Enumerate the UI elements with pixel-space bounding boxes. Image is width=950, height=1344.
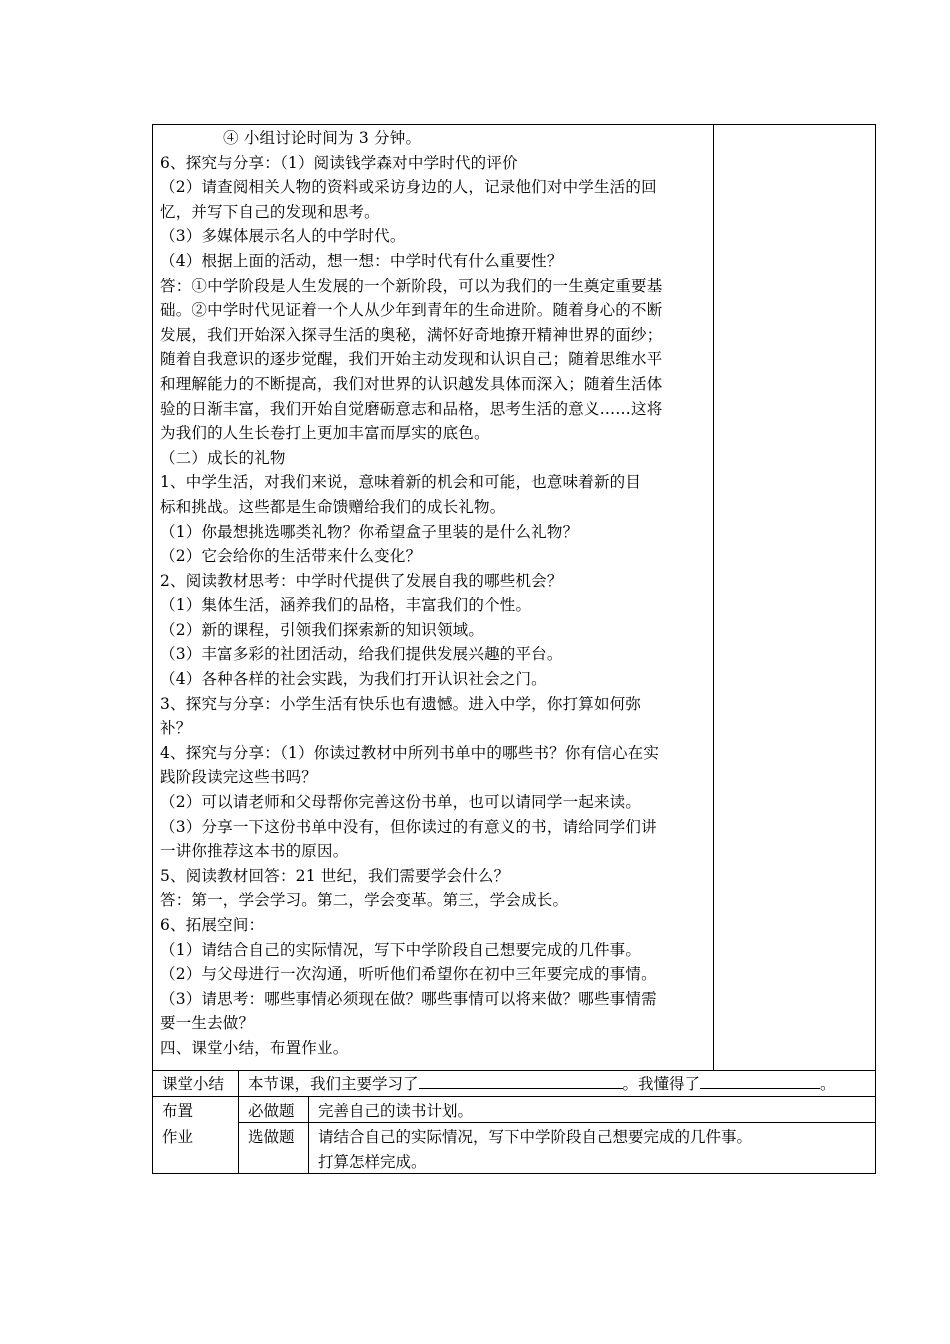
row-divider-summary — [152, 1070, 876, 1071]
homework-type-divider — [308, 1096, 309, 1174]
content-line: 践阶段读完这些书吗？ — [160, 768, 318, 787]
summary-text-part-b: 。我懂得了 — [622, 1075, 701, 1093]
content-line: 标和挑战。这些都是生命馈赠给我们的成长礼物。 — [160, 497, 506, 516]
summary-label: 课堂小结 — [162, 1075, 225, 1093]
summary-text-part-c: 。 — [820, 1075, 836, 1093]
content-line: （4）根据上面的活动，想一想：中学时代有什么重要性？ — [160, 251, 563, 270]
content-line: （3）丰富多彩的社团活动，给我们提供发展兴趣的平台。 — [160, 645, 563, 664]
content-line: 忆，并写下自己的发现和思考。 — [160, 202, 380, 221]
content-line: （2）可以请老师和父母帮你完善这份书单，也可以请同学一起来读。 — [160, 793, 642, 812]
content-line: 5、阅读教材回答：21 世纪，我们需要学会什么？ — [160, 866, 510, 885]
content-line: （1）集体生活，涵养我们的品格，丰富我们的个性。 — [160, 596, 532, 615]
summary-blank-1[interactable] — [419, 1072, 623, 1089]
content-line: 发展，我们开始深入探寻生活的奥秘，满怀好奇地撩开精神世界的面纱； — [160, 325, 663, 344]
content-line: （1）请结合自己的实际情况，写下中学阶段自己想要完成的几件事。 — [160, 940, 642, 959]
content-line: （1）你最想挑选哪类礼物？你希望盒子里装的是什么礼物？ — [160, 522, 579, 541]
row-divider-homework — [152, 1096, 876, 1097]
notes-column-divider — [713, 124, 714, 1070]
content-line: 一讲你推荐这本书的原因。 — [160, 842, 349, 861]
content-line: ④ 小组讨论时间为 3 分钟。 — [223, 129, 422, 147]
content-line: 础。②中学时代见证着一个人从少年到青年的生命进阶。随着身心的不断 — [160, 301, 663, 320]
content-line: 6、拓展空间： — [160, 916, 265, 934]
content-line: 1、中学生活，对我们来说，意味着新的机会和可能，也意味着新的目 — [160, 473, 642, 492]
content-line: 答：①中学阶段是人生发展的一个新阶段，可以为我们的一生奠定重要基 — [160, 276, 663, 295]
required-homework-text: 完善自己的读书计划。 — [318, 1102, 474, 1120]
content-line: 验的日渐丰富，我们开始自觉磨砺意志和品格，思考生活的意义……这将 — [160, 399, 663, 418]
content-line: 6、探究与分享：（1）阅读钱学森对中学时代的评价 — [160, 153, 518, 172]
required-homework-label: 必做题 — [248, 1102, 295, 1120]
content-line: 为我们的人生长卷打上更加丰富而厚实的底色。 — [160, 424, 490, 443]
content-line: 补？ — [160, 719, 192, 738]
content-line: （3）分享一下这份书单中没有，但你读过的有意义的书，请给同学们讲 — [160, 817, 657, 836]
content-line: 四、课堂小结，布置作业。 — [160, 1038, 349, 1057]
optional-homework-label: 选做题 — [248, 1128, 295, 1146]
content-line: 4、探究与分享：（1）你读过教材中所列书单中的哪些书？你有信心在实 — [160, 743, 660, 762]
label-column-divider — [238, 1070, 239, 1174]
content-line: （2）它会给你的生活带来什么变化？ — [160, 547, 422, 566]
content-line: 3、探究与分享：小学生活有快乐也有遗憾。进入中学，你打算如何弥 — [160, 694, 642, 713]
content-line: （2）与父母进行一次沟通，听听他们希望你在初中三年要完成的事情。 — [160, 965, 657, 984]
content-line: 答：第一，学会学习。第二，学会变革。第三，学会成长。 — [160, 891, 569, 910]
optional-homework-text-line2: 打算怎样完成。 — [318, 1153, 427, 1171]
summary-blank-2[interactable] — [700, 1072, 820, 1089]
content-line: （3）多媒体展示名人的中学时代。 — [160, 227, 406, 246]
summary-text — [248, 1072, 836, 1096]
content-line: 随着自我意识的逐步觉醒，我们开始主动发现和认识自己；随着思维水平 — [160, 350, 663, 369]
homework-label-line2: 作业 — [162, 1128, 194, 1146]
optional-homework-text-line1: 请结合自己的实际情况，写下中学阶段自己想要完成的几件事。 — [318, 1128, 753, 1146]
content-line: 要一生去做？ — [160, 1014, 255, 1033]
content-line: （2）新的课程，引领我们探索新的知识领域。 — [160, 620, 485, 639]
content-line: （2）请查阅相关人物的资料或采访身边的人，记录他们对中学生活的回 — [160, 178, 657, 197]
lesson-content — [160, 126, 710, 1061]
content-line: 2、阅读教材思考：中学时代提供了发展自我的哪些机会？ — [160, 571, 563, 590]
homework-label-line1: 布置 — [162, 1102, 194, 1120]
content-line: （4）各种各样的社会实践，为我们打开认识社会之门。 — [160, 670, 547, 689]
content-line: （二）成长的礼物 — [160, 448, 286, 467]
content-line: （3）请思考：哪些事情必须现在做？哪些事情可以将来做？哪些事情需 — [160, 989, 657, 1008]
summary-text-part-a: 本节课，我们主要学习了 — [248, 1075, 419, 1093]
content-line: 和理解能力的不断提高，我们对世界的认识越发具体而深入；随着生活体 — [160, 374, 663, 393]
